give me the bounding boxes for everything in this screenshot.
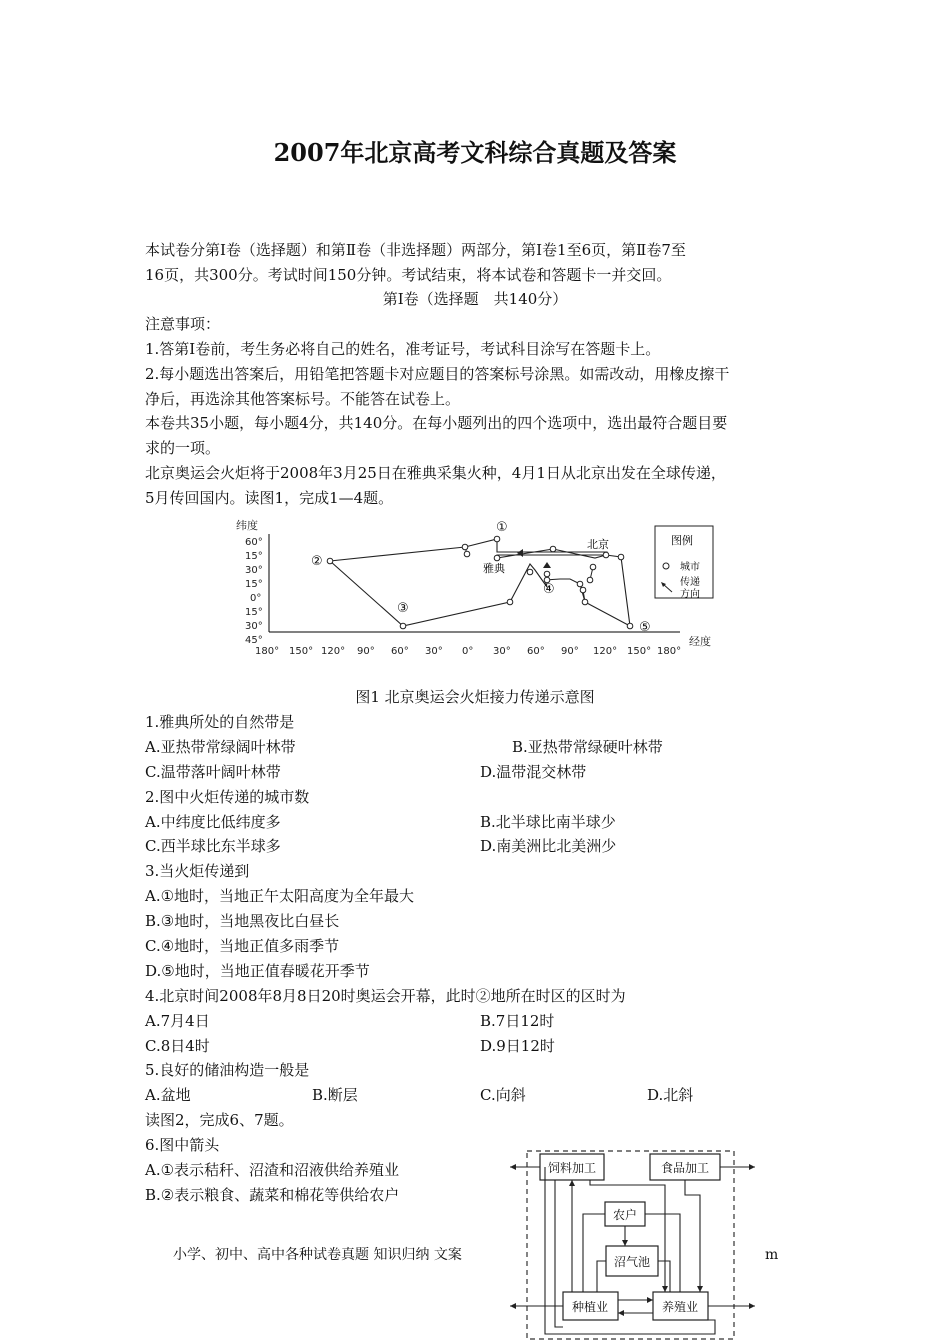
city-point xyxy=(464,551,470,557)
city-point xyxy=(544,571,550,577)
q2-option-c: C.西半球比东半球多 xyxy=(145,837,281,855)
city-point xyxy=(494,555,500,561)
q4-stem: 4.北京时间2008年8月8日20时奥运会开幕，此时②地所在时区的区时为 xyxy=(145,987,626,1005)
legend-city-label: 城市 xyxy=(680,562,700,573)
marker-5: ⑤ xyxy=(639,620,651,635)
legend-dir-label: 传递 xyxy=(680,577,700,588)
x-tick: 0° xyxy=(462,646,474,657)
footer-text: 小学、初中、高中各种试卷真题 知识归纳 文案 xyxy=(173,1247,462,1263)
intro-line-1: 本试卷分第Ⅰ卷（选择题）和第Ⅱ卷（非选择题）两部分，第Ⅰ卷1至6页，第Ⅱ卷7至 xyxy=(145,241,686,259)
city-point xyxy=(462,544,468,550)
city-point xyxy=(603,552,609,558)
q1-option-c: C.温带落叶阔叶林带 xyxy=(145,763,281,781)
legend-title: 图例 xyxy=(671,534,693,547)
label-biogas: 沼气池 xyxy=(613,1255,651,1269)
q1-option-a: A.亚热带常绿阔叶林带 xyxy=(145,738,296,756)
x-tick: 180° xyxy=(657,646,682,657)
q3-option-d: D.⑤地时，当地正值春暖花开季节 xyxy=(145,962,370,980)
q4-option-a: A.7月4日 xyxy=(145,1012,210,1030)
q3-option-a: A.①地时，当地正午太阳高度为全年最大 xyxy=(145,887,415,905)
y-tick: 60° xyxy=(245,537,263,548)
y-tick: 30° xyxy=(245,621,263,632)
city-point xyxy=(577,581,583,587)
marker-2: ② xyxy=(311,554,323,569)
direction-arrow-icon xyxy=(543,562,551,568)
q3-option-b: B.③地时，当地黑夜比白昼长 xyxy=(145,912,340,930)
label-farmer: 农户 xyxy=(612,1208,638,1222)
marker-3: ③ xyxy=(397,601,409,616)
q3-option-c: C.④地时，当地正值多雨季节 xyxy=(145,937,340,955)
q6-stem: 6.图中箭头 xyxy=(145,1136,220,1154)
q1-option-b: B.亚热带常绿硬叶林带 xyxy=(512,738,663,756)
legend-dir-label: 方向 xyxy=(680,589,700,600)
x-tick: 60° xyxy=(527,646,545,657)
y-tick: 15° xyxy=(245,607,263,618)
legend-city-icon xyxy=(663,563,669,569)
relay-route xyxy=(330,539,630,626)
q6-option-a: A.①表示秸秆、沼渣和沼液供给养殖业 xyxy=(145,1161,400,1179)
x-axis-title: 经度 xyxy=(689,635,711,648)
city-label-beijing: 北京 xyxy=(587,538,609,551)
q1-stem: 1.雅典所处的自然带是 xyxy=(145,713,295,731)
q5-option-b: B.断层 xyxy=(312,1086,358,1104)
q3-stem: 3.当火炬传递到 xyxy=(145,862,250,880)
label-food: 食品加工 xyxy=(660,1161,710,1175)
notice-line: 5月传回国内。读图1，完成1—4题。 xyxy=(145,489,394,507)
x-tick: 30° xyxy=(493,646,511,657)
city-point xyxy=(580,587,586,593)
figure-1-torch-map xyxy=(225,512,725,662)
q4-option-b: B.7日12时 xyxy=(480,1012,555,1030)
page-title: 2007年北京高考文科综合真题及答案 xyxy=(273,138,677,167)
figure-2-eco-diagram xyxy=(505,1145,765,1344)
notice-line: 本卷共35小题，每小题4分，共140分。在每小题列出的四个选项中，选出最符合题目要 xyxy=(145,414,728,432)
notice-line: 求的一项。 xyxy=(145,439,221,457)
x-tick: 90° xyxy=(561,646,579,657)
city-point xyxy=(550,546,556,552)
notice-heading: 注意事项： xyxy=(145,315,221,333)
q2-option-d: D.南美洲比北美洲少 xyxy=(480,837,617,855)
read-fig2-line: 读图2，完成6、7题。 xyxy=(145,1111,294,1129)
city-point xyxy=(582,599,588,605)
q5-option-c: C.向斜 xyxy=(480,1086,526,1104)
city-point xyxy=(527,569,533,575)
label-breeding: 养殖业 xyxy=(661,1300,699,1314)
x-tick: 180° xyxy=(255,646,280,657)
x-tick: 120° xyxy=(321,646,346,657)
q5-stem: 5.良好的储油构造一般是 xyxy=(145,1061,310,1079)
x-tick: 150° xyxy=(627,646,652,657)
city-point xyxy=(494,536,500,542)
city-point xyxy=(400,623,406,629)
city-point xyxy=(327,558,333,564)
city-point xyxy=(618,554,624,560)
q2-option-a: A.中纬度比低纬度多 xyxy=(145,813,281,831)
q6-option-b: B.②表示粮食、蔬菜和棉花等供给农户 xyxy=(145,1186,400,1204)
figure-1-caption: 图1 北京奥运会火炬接力传递示意图 xyxy=(355,688,595,706)
direction-arrow-icon xyxy=(517,549,523,557)
marker-4: ④ xyxy=(543,582,555,597)
x-tick: 120° xyxy=(593,646,618,657)
q5-option-d: D.北斜 xyxy=(647,1086,694,1104)
y-tick: 30° xyxy=(245,565,263,576)
intro-line-2: 16页，共300分。考试时间150分钟。考试结束，将本试卷和答题卡一并交回。 xyxy=(145,266,672,284)
y-tick: 0° xyxy=(250,593,262,604)
notice-line: 2.每小题选出答案后，用铅笔把答题卡对应题目的答案标号涂黑。如需改动，用橡皮擦干 xyxy=(145,365,730,383)
q2-option-b: B.北半球比南半球少 xyxy=(480,813,616,831)
q4-option-d: D.9日12时 xyxy=(480,1037,555,1055)
x-tick: 90° xyxy=(357,646,375,657)
q5-option-a: A.盆地 xyxy=(145,1086,191,1104)
x-tick: 30° xyxy=(425,646,443,657)
city-point xyxy=(627,623,633,629)
city-point xyxy=(507,599,513,605)
city-point xyxy=(587,577,593,583)
city-point xyxy=(590,564,596,570)
x-tick: 150° xyxy=(289,646,314,657)
notice-line: 1.答第Ⅰ卷前，考生务必将自己的姓名，准考证号，考试科目涂写在答题卡上。 xyxy=(145,340,661,358)
y-axis-title: 纬度 xyxy=(236,519,258,532)
notice-line: 北京奥运会火炬将于2008年3月25日在雅典采集火种，4月1日从北京出发在全球传递， xyxy=(145,464,726,482)
y-tick: 15° xyxy=(245,579,263,590)
q1-option-d: D.温带混交林带 xyxy=(480,763,587,781)
footer-right: m xyxy=(765,1247,779,1263)
y-tick: 15° xyxy=(245,551,263,562)
part1-heading: 第Ⅰ卷（选择题 共140分） xyxy=(382,290,568,308)
marker-1: ① xyxy=(496,520,508,535)
x-tick: 60° xyxy=(391,646,409,657)
label-feed: 饲料加工 xyxy=(547,1161,597,1175)
q2-stem: 2.图中火炬传递的城市数 xyxy=(145,788,310,806)
notice-line: 净后，再选涂其他答案标号。不能答在试卷上。 xyxy=(145,390,461,408)
q4-option-c: C.8日4时 xyxy=(145,1037,210,1055)
city-label-athens: 雅典 xyxy=(483,562,505,575)
label-planting: 种植业 xyxy=(571,1300,609,1314)
y-tick: 45° xyxy=(245,635,263,646)
